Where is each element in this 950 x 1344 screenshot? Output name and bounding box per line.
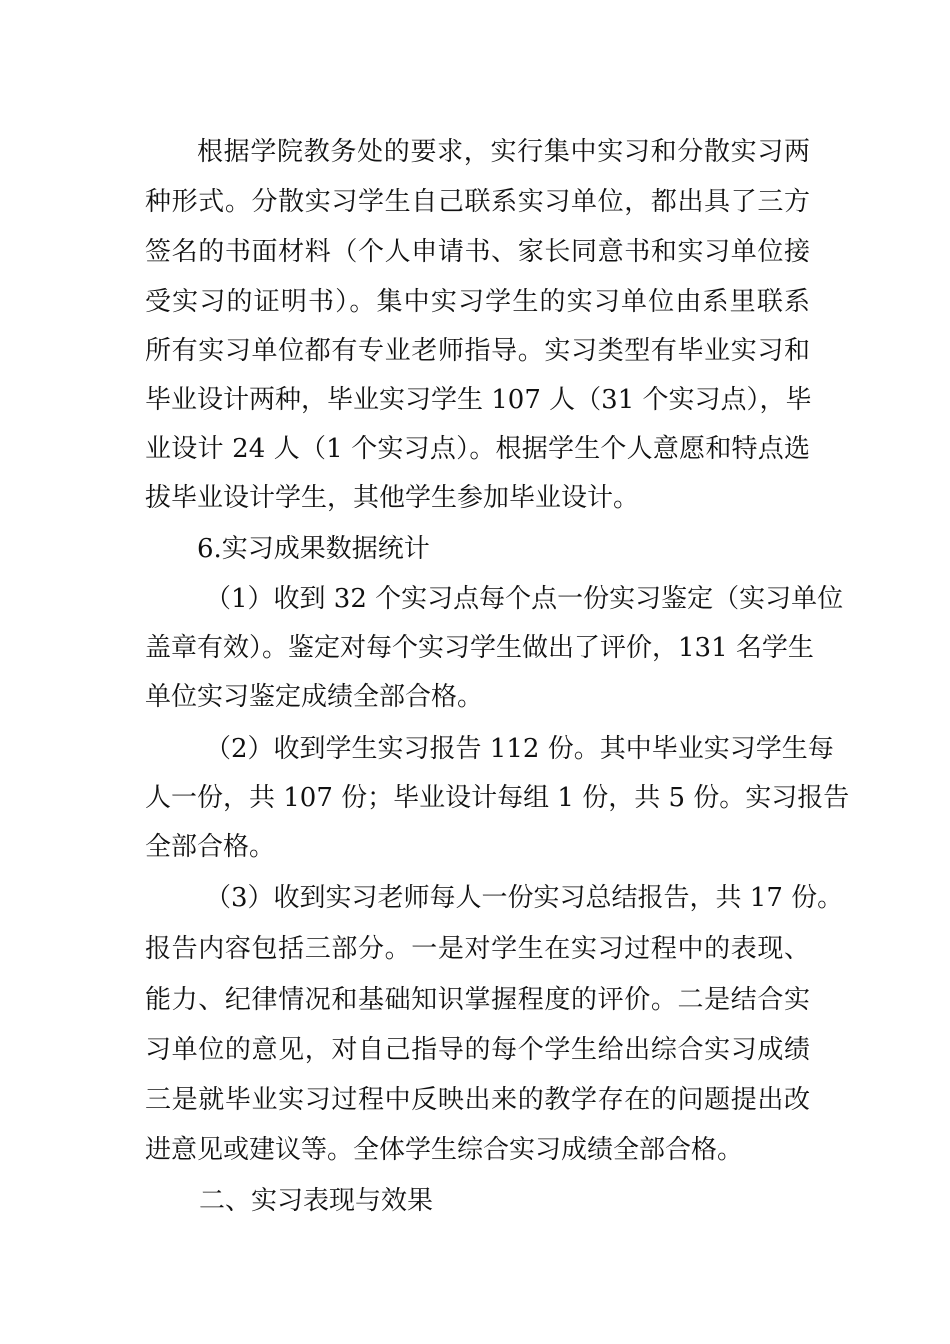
paragraph-2-line-2: 盖章有效）。鉴定对每个实习学生做出了评价，131 名学生 [145, 633, 814, 663]
paragraph-1-line-4: 受实习的证明书）。集中实习学生的实习单位由系里联系 [145, 287, 810, 317]
paragraph-2-line-1: （1）收到 32 个实习点每个点一份实习鉴定（实习单位 [205, 584, 844, 614]
paragraph-4-line-1: （3）收到实习老师每人一份实习总结报告，共 17 份。 [205, 883, 844, 913]
paragraph-1-line-6: 毕业设计两种，毕业实习学生 107 人（31 个实习点），毕 [145, 385, 812, 415]
paragraph-1-line-8: 拔毕业设计学生，其他学生参加毕业设计。 [145, 483, 640, 513]
paragraph-1-line-7: 业设计 24 人（1 个实习点）。根据学生个人意愿和特点选 [145, 434, 810, 464]
paragraph-4-line-3: 能力、纪律情况和基础知识掌握程度的评价。二是结合实 [145, 985, 810, 1015]
paragraph-4-line-2: 报告内容包括三部分。一是对学生在实习过程中的表现、 [145, 934, 810, 964]
paragraph-4-line-4: 习单位的意见，对自己指导的每个学生给出综合实习成绩 [145, 1035, 810, 1065]
paragraph-1-line-2: 种形式。分散实习学生自己联系实习单位，都出具了三方 [145, 187, 810, 217]
paragraph-4-line-5: 三是就毕业实习过程中反映出来的教学存在的问题提出改 [145, 1085, 810, 1115]
section-heading-2: 二、实习表现与效果 [199, 1186, 434, 1216]
paragraph-2-line-3: 单位实习鉴定成绩全部合格。 [145, 682, 484, 712]
paragraph-1-line-3: 签名的书面材料（个人申请书、家长同意书和实习单位接 [145, 237, 810, 267]
paragraph-4-line-6: 进意见或建议等。全体学生综合实习成绩全部合格。 [145, 1135, 744, 1165]
paragraph-3-line-3: 全部合格。 [145, 832, 276, 862]
paragraph-1-line-1: 根据学院教务处的要求，实行集中实习和分散实习两 [197, 137, 810, 167]
section-heading-6: 6.实习成果数据统计 [197, 534, 430, 564]
paragraph-3-line-1: （2）收到学生实习报告 112 份。其中毕业实习学生每 [205, 734, 834, 764]
paragraph-1-line-5: 所有实习单位都有专业老师指导。实习类型有毕业实习和 [145, 336, 810, 366]
paragraph-3-line-2: 人一份，共 107 份；毕业设计每组 1 份，共 5 份。实习报告 [145, 783, 850, 813]
